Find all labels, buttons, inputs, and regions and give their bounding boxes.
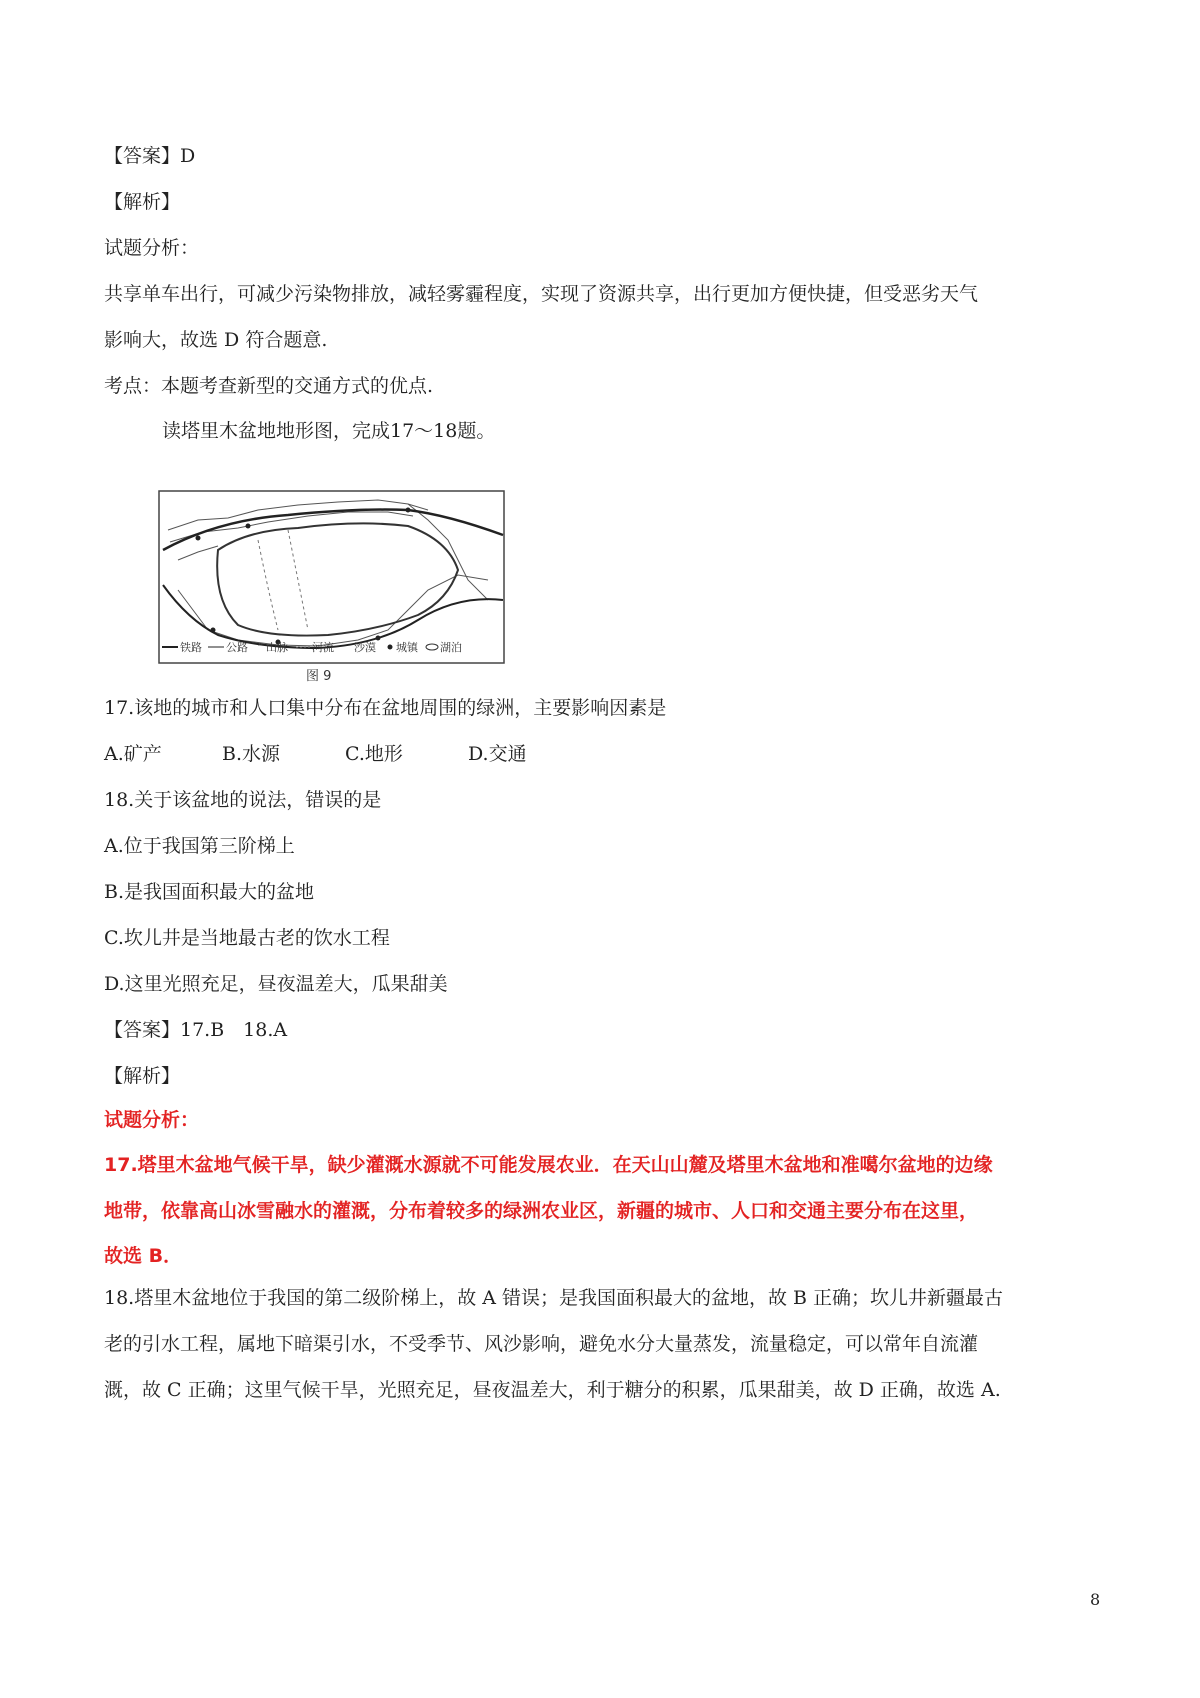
page-number: 8: [1090, 1590, 1101, 1609]
q18-option-b: B.是我国面积最大的盆地: [104, 881, 315, 903]
intro-text: 读塔里木盆地地形图，完成17～18题。: [162, 420, 496, 442]
analysis-18-line2: 老的引水工程，属地下暗渠引水，不受季节、风沙影响，避免水分大量蒸发，流量稳定，可以常年自流灌: [104, 1333, 979, 1355]
analysis-17-line2: 地带，依靠高山冰雪融水的灌溉，分布着较多的绿洲农业区，新疆的城市、人口和交通主要分布在这里，: [104, 1200, 979, 1222]
analysis-17-line1: 17.塔里木盆地气候干旱，缺少灌溉水源就不可能发展农业．在天山山麓及塔里木盆地和准噶尔盆地的边缘: [104, 1154, 993, 1176]
answer-16: 【答案】D: [104, 145, 196, 167]
analysis-label-17-18: 试题分析：: [104, 1109, 200, 1131]
legend-highway: 公路: [226, 641, 248, 654]
analysis-label-16: 试题分析：: [104, 237, 200, 259]
q18-option-c: C.坎儿井是当地最古老的饮水工程: [104, 927, 390, 949]
q18-option-a: A.位于我国第三阶梯上: [104, 835, 295, 857]
analysis-18-line1: 18.塔里木盆地位于我国的第二级阶梯上，故 A 错误；是我国面积最大的盆地，故 B 正确；坎儿井新疆最古: [104, 1287, 1004, 1309]
legend-lake: 湖泊: [440, 641, 462, 654]
legend-river: 河流: [312, 641, 334, 654]
analysis-text-16-line1: 共享单车出行，可减少污染物排放，减轻雾霾程度，实现了资源共享，出行更加方便快捷，但受恶劣天气: [104, 283, 979, 305]
legend-town: 城镇: [396, 641, 418, 654]
legend-desert: 沙漠: [354, 641, 376, 654]
legend-railway: 铁路: [180, 641, 202, 654]
legend-mountain: 山脉: [266, 641, 288, 654]
analysis-heading-17-18: 【解析】: [104, 1065, 181, 1087]
analysis-text-16-line2: 影响大，故选 D 符合题意.: [104, 329, 328, 351]
analysis-heading-16: 【解析】: [104, 191, 181, 213]
kaodian-16: 考点：本题考查新型的交通方式的优点.: [104, 375, 434, 397]
q18-stem: 18.关于该盆地的说法，错误的是: [104, 789, 382, 811]
q17-option-c: C.地形: [345, 743, 403, 765]
analysis-17-line3: 故选 B．: [104, 1245, 183, 1267]
q18-option-d: D.这里光照充足，昼夜温差大，瓜果甜美: [104, 973, 448, 995]
q17-option-a: A.矿产: [104, 743, 162, 765]
answer-17-18: 【答案】17.B 18.A: [104, 1019, 288, 1041]
q17-option-d: D.交通: [468, 743, 527, 765]
legend-mountain-icon: ⌃: [256, 641, 266, 654]
tarim-basin-map: [158, 490, 550, 700]
q17-option-b: B.水源: [222, 743, 281, 765]
map-caption: 图 9: [306, 669, 332, 684]
q17-stem: 17.该地的城市和人口集中分布在盆地周围的绿洲，主要影响因素是: [104, 697, 667, 719]
analysis-18-line3: 溉，故 C 正确；这里气候干旱，光照充足，昼夜温差大，利于糖分的积累，瓜果甜美，故 D 正确，故选 A.: [104, 1379, 1001, 1401]
